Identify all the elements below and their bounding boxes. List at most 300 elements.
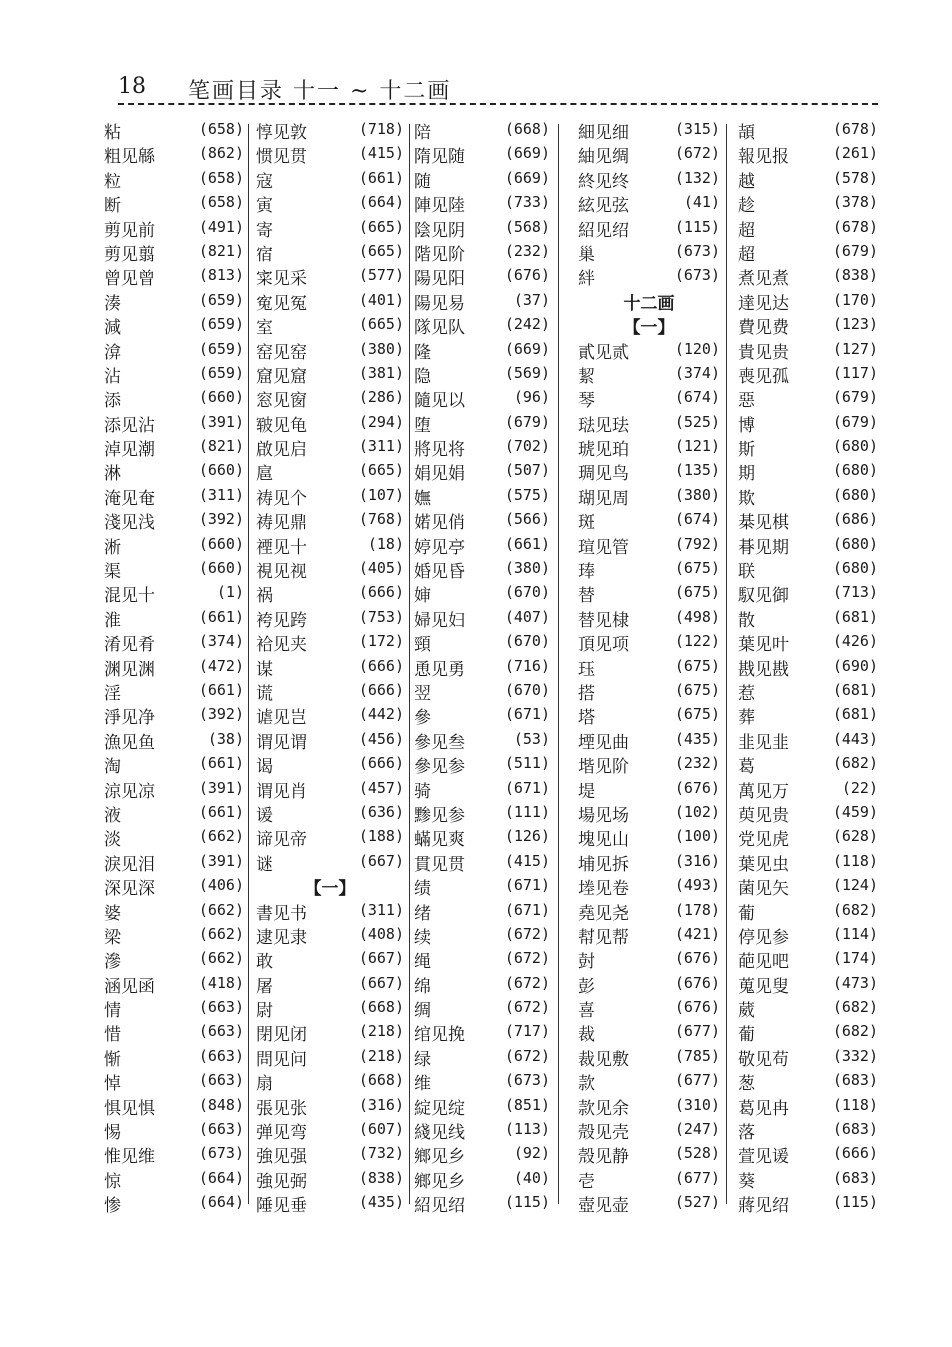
index-entry bbox=[256, 362, 404, 386]
entry-term: 渊见渊 bbox=[104, 659, 155, 680]
entry-term: 款 bbox=[578, 1074, 595, 1095]
index-entry bbox=[414, 142, 550, 166]
index-entry bbox=[256, 118, 404, 142]
index-entry bbox=[578, 777, 720, 801]
entry-page-ref: (577) bbox=[358, 266, 404, 285]
index-entry bbox=[414, 1069, 550, 1093]
index-entry bbox=[104, 703, 244, 727]
entry-term: 琺见珐 bbox=[578, 415, 629, 436]
entry-page-ref: (681) bbox=[832, 705, 878, 724]
index-entry bbox=[256, 996, 404, 1020]
entry-term: 款见余 bbox=[578, 1098, 629, 1119]
index-entry bbox=[738, 216, 878, 240]
entry-page-ref: (418) bbox=[198, 973, 244, 992]
entry-page-ref: (315) bbox=[674, 120, 720, 138]
entry-term: 陽见阳 bbox=[414, 269, 465, 290]
entry-page-ref: (114) bbox=[832, 924, 878, 943]
entry-term: 葉见叶 bbox=[738, 635, 789, 656]
index-entry bbox=[256, 1020, 404, 1044]
entry-page-ref: (507) bbox=[504, 461, 550, 480]
entry-term: 惨 bbox=[104, 1196, 121, 1217]
index-entry bbox=[256, 1167, 404, 1191]
index-entry bbox=[104, 557, 244, 581]
entry-page-ref: (671) bbox=[504, 900, 550, 919]
index-entry bbox=[414, 923, 550, 947]
entry-term: 恿见勇 bbox=[414, 659, 465, 680]
index-entry bbox=[104, 1045, 244, 1069]
entry-term: 添 bbox=[104, 391, 121, 412]
index-entry bbox=[578, 752, 720, 776]
entry-term: 頂见项 bbox=[578, 635, 629, 656]
entry-page-ref: (674) bbox=[674, 510, 720, 529]
entry-term: 寄 bbox=[256, 220, 273, 241]
entry-page-ref: (660) bbox=[198, 388, 244, 407]
entry-page-ref: (415) bbox=[504, 851, 550, 870]
index-entry bbox=[578, 338, 720, 362]
entry-page-ref: (679) bbox=[832, 388, 878, 407]
entry-page-ref: (821) bbox=[198, 241, 244, 260]
entry-page-ref: (120) bbox=[674, 339, 720, 358]
entry-page-ref: (121) bbox=[674, 437, 720, 456]
entry-page-ref: (636) bbox=[358, 802, 404, 821]
index-entry bbox=[256, 1094, 404, 1118]
entry-page-ref: (528) bbox=[674, 1144, 720, 1163]
entry-term: 淨见净 bbox=[104, 708, 155, 729]
entry-term: 幇见帮 bbox=[578, 927, 629, 948]
entry-page-ref: (680) bbox=[832, 559, 878, 578]
entry-page-ref: (675) bbox=[674, 680, 720, 699]
index-entry bbox=[104, 1142, 244, 1166]
entry-page-ref: (681) bbox=[832, 607, 878, 626]
entry-page-ref: (670) bbox=[504, 680, 550, 699]
index-entry bbox=[738, 947, 878, 971]
entry-term: 婦见妇 bbox=[414, 610, 465, 631]
entry-page-ref: (676) bbox=[674, 778, 720, 797]
index-entry bbox=[414, 728, 550, 752]
entry-term: 巢 bbox=[578, 244, 595, 265]
entry-term: 渰 bbox=[104, 342, 121, 363]
index-entry bbox=[738, 874, 878, 898]
entry-term: 將见将 bbox=[414, 440, 465, 461]
entry-page-ref: (392) bbox=[198, 705, 244, 724]
index-entry bbox=[738, 655, 878, 679]
entry-term: 終见终 bbox=[578, 171, 629, 192]
index-entry bbox=[578, 1020, 720, 1044]
entry-term: 淖见潮 bbox=[104, 440, 155, 461]
entry-page-ref: (676) bbox=[674, 998, 720, 1017]
entry-term: 超 bbox=[738, 220, 755, 241]
index-entry bbox=[414, 557, 550, 581]
index-entry bbox=[414, 630, 550, 654]
index-entry bbox=[738, 313, 878, 337]
index-entry bbox=[104, 850, 244, 874]
entry-term: 貳见贰 bbox=[578, 342, 629, 363]
index-entry bbox=[738, 118, 878, 142]
entry-term: 扈 bbox=[256, 464, 273, 485]
entry-term: 深见深 bbox=[104, 879, 155, 900]
entry-page-ref: (96) bbox=[513, 388, 550, 407]
index-entry bbox=[104, 728, 244, 752]
entry-page-ref: (405) bbox=[358, 559, 404, 578]
index-entry bbox=[104, 606, 244, 630]
entry-term: 随 bbox=[414, 171, 431, 192]
entry-page-ref: (681) bbox=[832, 680, 878, 699]
section-heading: 【一】 bbox=[304, 879, 356, 900]
entry-page-ref: (392) bbox=[198, 510, 244, 529]
entry-term: 萬见万 bbox=[738, 781, 789, 802]
entry-term: 戡见戡 bbox=[738, 659, 789, 680]
index-entry bbox=[256, 264, 404, 288]
index-entry bbox=[578, 484, 720, 508]
entry-page-ref: (676) bbox=[674, 949, 720, 968]
entry-page-ref: (662) bbox=[198, 827, 244, 846]
entry-term: 寃见冤 bbox=[256, 293, 307, 314]
entry-term: 惕 bbox=[104, 1123, 121, 1144]
index-entry bbox=[256, 459, 404, 483]
entry-term: 袷见夹 bbox=[256, 635, 307, 656]
entry-page-ref: (673) bbox=[674, 266, 720, 285]
entry-term: 惜 bbox=[104, 1025, 121, 1046]
index-entry bbox=[104, 777, 244, 801]
index-entry bbox=[738, 435, 878, 459]
index-entry bbox=[256, 313, 404, 337]
entry-term: 超 bbox=[738, 244, 755, 265]
index-entry bbox=[414, 655, 550, 679]
index-entry bbox=[414, 972, 550, 996]
index-entry bbox=[104, 630, 244, 654]
entry-term: 堘见卷 bbox=[578, 879, 629, 900]
entry-page-ref: (718) bbox=[358, 120, 404, 138]
index-entry bbox=[578, 362, 720, 386]
entry-term: 頡 bbox=[738, 123, 755, 143]
entry-term: 粒 bbox=[104, 171, 121, 192]
index-entry bbox=[578, 533, 720, 557]
entry-page-ref: (663) bbox=[198, 1046, 244, 1065]
entry-page-ref: (566) bbox=[504, 510, 550, 529]
entry-term: 淺见浅 bbox=[104, 513, 155, 534]
entry-page-ref: (851) bbox=[504, 1095, 550, 1114]
entry-page-ref: (672) bbox=[504, 1046, 550, 1065]
index-entry bbox=[738, 581, 878, 605]
index-entry bbox=[256, 1191, 404, 1215]
entry-page-ref: (666) bbox=[358, 754, 404, 773]
entry-term: 惯见贯 bbox=[256, 147, 307, 168]
entry-term: 鄉见乡 bbox=[414, 1171, 465, 1192]
index-entry bbox=[578, 142, 720, 166]
entry-page-ref: (232) bbox=[504, 241, 550, 260]
section-title: 笔画目录 十一 ~ 十二画 bbox=[188, 79, 452, 104]
index-entry bbox=[578, 825, 720, 849]
entry-page-ref: (660) bbox=[198, 559, 244, 578]
entry-term: 谒 bbox=[256, 757, 273, 778]
index-entry bbox=[414, 850, 550, 874]
entry-term: 陰见阴 bbox=[414, 220, 465, 241]
index-entry bbox=[414, 1045, 550, 1069]
index-entry bbox=[578, 167, 720, 191]
entry-page-ref: (232) bbox=[674, 754, 720, 773]
entry-page-ref: (491) bbox=[198, 217, 244, 236]
entry-term: 萱见谖 bbox=[738, 1147, 789, 1168]
index-entry bbox=[578, 728, 720, 752]
entry-page-ref: (568) bbox=[504, 217, 550, 236]
entry-term: 斑 bbox=[578, 513, 595, 534]
entry-page-ref: (671) bbox=[504, 778, 550, 797]
index-entry bbox=[414, 386, 550, 410]
entry-term: 滲 bbox=[104, 952, 121, 973]
entry-term: 剪见前 bbox=[104, 220, 155, 241]
entry-term: 瑄见管 bbox=[578, 537, 629, 558]
entry-page-ref: (678) bbox=[832, 217, 878, 236]
entry-term: 問见问 bbox=[256, 1049, 307, 1070]
entry-term: 散 bbox=[738, 610, 755, 631]
entry-term: 添见沾 bbox=[104, 415, 155, 436]
entry-page-ref: (493) bbox=[674, 876, 720, 895]
entry-page-ref: (188) bbox=[358, 827, 404, 846]
entry-term: 翌 bbox=[414, 683, 431, 704]
index-entry bbox=[578, 923, 720, 947]
index-entry bbox=[104, 435, 244, 459]
index-entry bbox=[738, 557, 878, 581]
index-entry bbox=[578, 191, 720, 215]
index-entry bbox=[104, 533, 244, 557]
entry-term: 断 bbox=[104, 196, 121, 217]
index-entry bbox=[578, 630, 720, 654]
index-entry bbox=[738, 972, 878, 996]
entry-term: 祷见鼎 bbox=[256, 513, 307, 534]
entry-term: 寀见采 bbox=[256, 269, 307, 290]
entry-page-ref: (391) bbox=[198, 851, 244, 870]
index-entry bbox=[256, 825, 404, 849]
entry-term: 葬 bbox=[738, 708, 755, 729]
index-entry bbox=[414, 289, 550, 313]
entry-page-ref: (115) bbox=[504, 1193, 550, 1212]
entry-page-ref: (678) bbox=[832, 120, 878, 138]
entry-term: 葡 bbox=[738, 903, 755, 924]
entry-term: 堯见尧 bbox=[578, 903, 629, 924]
entry-term: 婆 bbox=[104, 903, 121, 924]
index-entry bbox=[414, 484, 550, 508]
entry-term: 窓见窗 bbox=[256, 391, 307, 412]
entry-page-ref: (115) bbox=[832, 1193, 878, 1212]
entry-page-ref: (862) bbox=[198, 144, 244, 163]
entry-page-ref: (667) bbox=[358, 973, 404, 992]
index-entry bbox=[738, 1167, 878, 1191]
entry-term: 祸 bbox=[256, 586, 273, 607]
entry-term: 逮见隶 bbox=[256, 927, 307, 948]
entry-term: 谎 bbox=[256, 683, 273, 704]
index-entry bbox=[414, 264, 550, 288]
entry-page-ref: (569) bbox=[504, 363, 550, 382]
entry-term: 葵 bbox=[738, 1171, 755, 1192]
entry-page-ref: (658) bbox=[198, 193, 244, 212]
entry-term: 屠 bbox=[256, 976, 273, 997]
index-entry bbox=[104, 655, 244, 679]
entry-page-ref: (401) bbox=[358, 290, 404, 309]
index-entry bbox=[256, 338, 404, 362]
index-entry bbox=[104, 264, 244, 288]
entry-page-ref: (675) bbox=[674, 656, 720, 675]
index-entry bbox=[578, 655, 720, 679]
entry-page-ref: (677) bbox=[674, 1022, 720, 1041]
entry-page-ref: (22) bbox=[841, 778, 878, 797]
entry-page-ref: (679) bbox=[832, 241, 878, 260]
entry-page-ref: (1) bbox=[216, 583, 244, 602]
entry-term: 埔见拆 bbox=[578, 854, 629, 875]
entry-page-ref: (717) bbox=[504, 1022, 550, 1041]
index-entry bbox=[738, 923, 878, 947]
entry-term: 越 bbox=[738, 171, 755, 192]
entry-term: 绾见挽 bbox=[414, 1025, 465, 1046]
index-entry bbox=[738, 386, 878, 410]
entry-term: 陲见垂 bbox=[256, 1196, 307, 1217]
index-entry bbox=[738, 801, 878, 825]
index-entry bbox=[104, 484, 244, 508]
entry-term: 替 bbox=[578, 586, 595, 607]
entry-page-ref: (123) bbox=[832, 315, 878, 334]
entry-page-ref: (316) bbox=[674, 851, 720, 870]
index-entry bbox=[104, 142, 244, 166]
entry-page-ref: (665) bbox=[358, 217, 404, 236]
entry-term: 涼见凉 bbox=[104, 781, 155, 802]
entry-page-ref: (380) bbox=[358, 339, 404, 358]
entry-term: 堤 bbox=[578, 781, 595, 802]
index-entry bbox=[104, 459, 244, 483]
index-entry bbox=[256, 630, 404, 654]
entry-term: 喜 bbox=[578, 1001, 595, 1022]
entry-page-ref: (668) bbox=[358, 1071, 404, 1090]
index-entry bbox=[738, 752, 878, 776]
index-entry bbox=[414, 606, 550, 630]
entry-page-ref: (174) bbox=[832, 949, 878, 968]
entry-page-ref: (702) bbox=[504, 437, 550, 456]
index-column-3 bbox=[414, 118, 550, 1216]
entry-page-ref: (408) bbox=[358, 924, 404, 943]
entry-term: 瑚见周 bbox=[578, 488, 629, 509]
index-entry bbox=[578, 581, 720, 605]
entry-term: 搭 bbox=[578, 683, 595, 704]
index-entry bbox=[738, 508, 878, 532]
index-entry bbox=[414, 777, 550, 801]
entry-term: 隐 bbox=[414, 366, 431, 387]
index-entry bbox=[738, 1191, 878, 1215]
index-entry bbox=[256, 191, 404, 215]
entry-term: 淮 bbox=[104, 610, 121, 631]
index-entry bbox=[414, 167, 550, 191]
index-entry bbox=[578, 606, 720, 630]
entry-page-ref: (170) bbox=[832, 290, 878, 309]
entry-page-ref: (671) bbox=[504, 705, 550, 724]
entry-term: 頸 bbox=[414, 635, 431, 656]
entry-term: 絆 bbox=[578, 269, 595, 290]
entry-term: 渠 bbox=[104, 562, 121, 583]
index-entry bbox=[104, 118, 244, 142]
entry-term: 尌 bbox=[578, 952, 595, 973]
index-entry bbox=[104, 1118, 244, 1142]
entry-term: 參见参 bbox=[414, 757, 465, 778]
index-entry bbox=[414, 411, 550, 435]
index-entry bbox=[256, 801, 404, 825]
entry-term: 裁 bbox=[578, 1025, 595, 1046]
entry-term: 粘 bbox=[104, 123, 121, 143]
entry-page-ref: (661) bbox=[198, 607, 244, 626]
entry-page-ref: (126) bbox=[504, 827, 550, 846]
entry-term: 紹见绍 bbox=[414, 1196, 465, 1217]
entry-page-ref: (421) bbox=[674, 924, 720, 943]
entry-term: 淚见泪 bbox=[104, 854, 155, 875]
entry-term: 書见书 bbox=[256, 903, 307, 924]
index-entry bbox=[738, 1069, 878, 1093]
entry-term: 祷见个 bbox=[256, 488, 307, 509]
entry-page-ref: (511) bbox=[504, 754, 550, 773]
entry-term: 液 bbox=[104, 805, 121, 826]
index-entry bbox=[104, 972, 244, 996]
entry-page-ref: (683) bbox=[832, 1071, 878, 1090]
entry-page-ref: (671) bbox=[504, 876, 550, 895]
entry-page-ref: (442) bbox=[358, 705, 404, 724]
entry-term: 涵见函 bbox=[104, 976, 155, 997]
entry-page-ref: (435) bbox=[674, 729, 720, 748]
entry-page-ref: (664) bbox=[198, 1193, 244, 1212]
entry-page-ref: (668) bbox=[358, 998, 404, 1017]
index-entry bbox=[578, 264, 720, 288]
index-entry bbox=[414, 874, 550, 898]
entry-term: 婚见昏 bbox=[414, 562, 465, 583]
entry-page-ref: (733) bbox=[504, 193, 550, 212]
entry-page-ref: (406) bbox=[198, 876, 244, 895]
entry-term: 婷见亭 bbox=[414, 537, 465, 558]
entry-term: 停见参 bbox=[738, 927, 789, 948]
entry-term: 隨见以 bbox=[414, 391, 465, 412]
entry-page-ref: (659) bbox=[198, 339, 244, 358]
index-entry bbox=[256, 240, 404, 264]
entry-term: 參见叁 bbox=[414, 732, 465, 753]
entry-page-ref: (674) bbox=[674, 388, 720, 407]
entry-page-ref: (261) bbox=[832, 144, 878, 163]
index-entry bbox=[578, 1142, 720, 1166]
index-entry bbox=[414, 1118, 550, 1142]
index-entry bbox=[414, 825, 550, 849]
index-entry bbox=[256, 557, 404, 581]
entry-page-ref: (658) bbox=[198, 120, 244, 138]
entry-term: 陽见易 bbox=[414, 293, 465, 314]
entry-page-ref: (677) bbox=[674, 1071, 720, 1090]
section-heading: 十二画 bbox=[623, 293, 675, 314]
index-entry bbox=[738, 167, 878, 191]
entry-page-ref: (661) bbox=[504, 534, 550, 553]
index-entry bbox=[738, 533, 878, 557]
index-entry bbox=[104, 411, 244, 435]
entry-page-ref: (675) bbox=[674, 705, 720, 724]
index-entry bbox=[256, 947, 404, 971]
index-entry bbox=[256, 777, 404, 801]
index-entry bbox=[414, 362, 550, 386]
index-entry bbox=[738, 825, 878, 849]
entry-page-ref: (457) bbox=[358, 778, 404, 797]
entry-page-ref: (628) bbox=[832, 827, 878, 846]
index-entry bbox=[256, 1069, 404, 1093]
index-entry bbox=[738, 1142, 878, 1166]
column-divider bbox=[726, 124, 727, 1204]
entry-page-ref: (682) bbox=[832, 900, 878, 919]
entry-term: 壱 bbox=[578, 1171, 595, 1192]
entry-page-ref: (677) bbox=[674, 1168, 720, 1187]
entry-term: 禋见十 bbox=[256, 537, 307, 558]
entry-term: 鄉见乡 bbox=[414, 1147, 465, 1168]
index-entry bbox=[256, 972, 404, 996]
entry-page-ref: (218) bbox=[358, 1022, 404, 1041]
entry-page-ref: (663) bbox=[198, 1071, 244, 1090]
entry-term: 敬见苟 bbox=[738, 1049, 789, 1070]
